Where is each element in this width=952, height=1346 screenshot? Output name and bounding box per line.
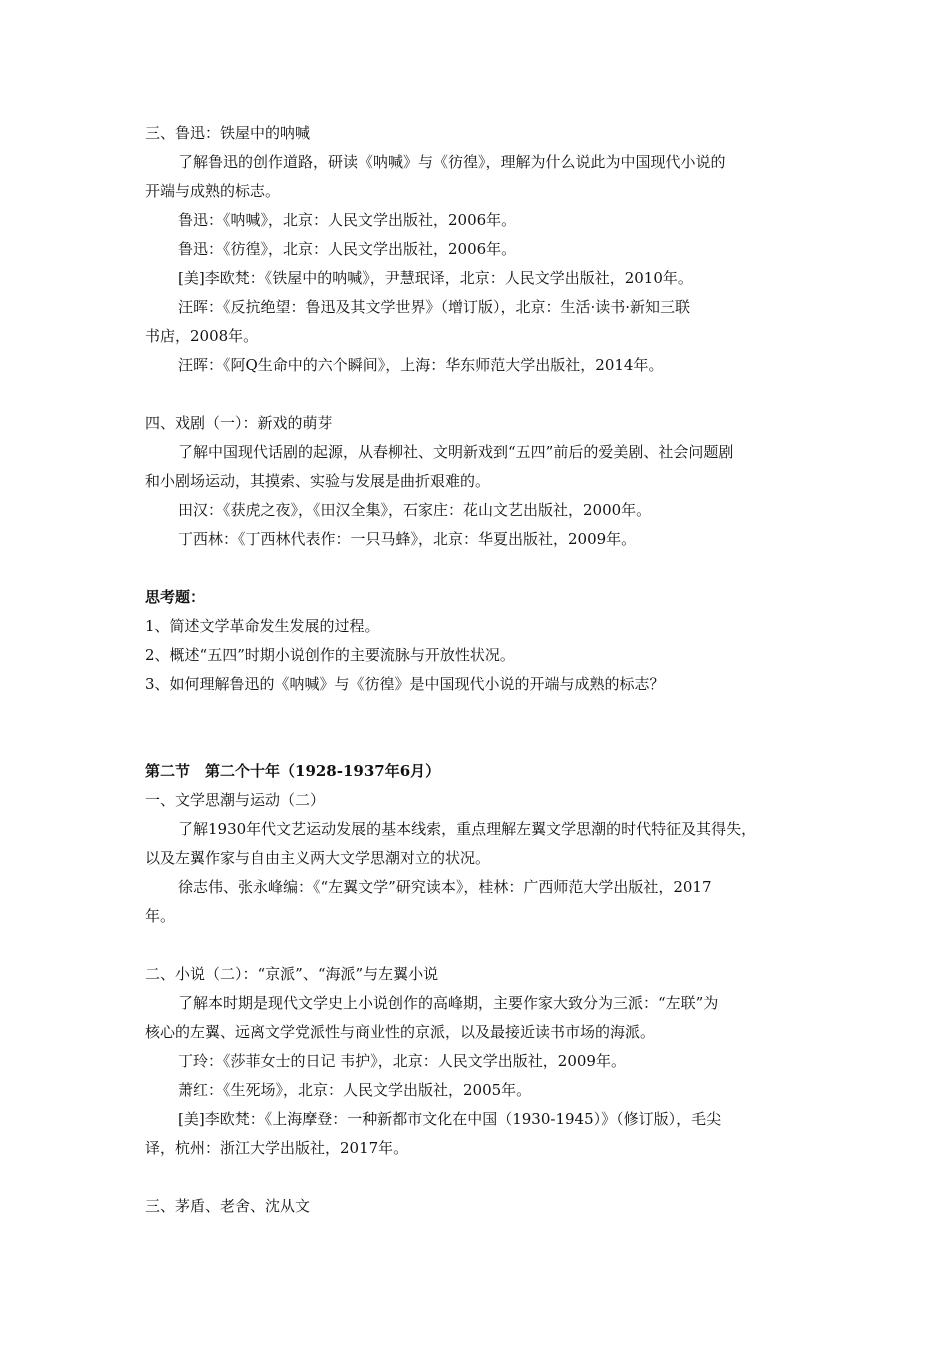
reference-item: 鲁迅：《呐喊》，北京：人民文学出版社，2006年。 [178, 211, 517, 229]
reference-item: [美]李欧梵：《上海摩登：一种新都市文化在中国（1930-1945）》（修订版），毛尖 [178, 1110, 722, 1128]
paragraph-line: 开端与成熟的标志。 [145, 182, 281, 200]
spacer [145, 931, 813, 960]
reference-item: 译，杭州：浙江大学出版社，2017年。 [145, 1139, 409, 1157]
questions-heading: 思考题： [145, 588, 206, 606]
reference-item: 丁西林：《丁西林代表作：一只马蜂》，北京：华夏出版社，2009年。 [178, 530, 637, 548]
reference-item: 徐志伟、张永峰编：《“左翼文学”研究读本》，桂林：广西师范大学出版社，2017 [178, 878, 712, 896]
paragraph-line: 以及左翼作家与自由主义两大文学思潮对立的状况。 [145, 849, 491, 867]
section-heading: 四、戏剧（一）：新戏的萌芽 [145, 414, 333, 432]
spacer [145, 1163, 813, 1192]
question-item: 2、概述“五四”时期小说创作的主要流脉与开放性状况。 [145, 646, 515, 664]
spacer [145, 554, 813, 583]
section-heading: 三、茅盾、老舍、沈从文 [145, 1197, 311, 1215]
paragraph-line: 了解鲁迅的创作道路，研读《呐喊》与《彷徨》，理解为什么说此为中国现代小说的 [178, 153, 726, 171]
paragraph-line: 核心的左翼、远离文学党派性与商业性的京派，以及最接近读书市场的海派。 [145, 1023, 656, 1041]
document-page [145, 119, 813, 1221]
reference-item: 鲁迅：《彷徨》，北京：人民文学出版社，2006年。 [178, 240, 517, 258]
section-heading: 二、小说（二）：“京派”、“海派”与左翼小说 [145, 965, 439, 983]
chapter-heading: 第二节 第二个十年（1928-1937年6月） [145, 762, 441, 780]
reference-item: 年。 [145, 907, 176, 925]
question-item: 3、如何理解鲁迅的《呐喊》与《彷徨》是中国现代小说的开端与成熟的标志？ [145, 675, 665, 693]
section-heading: 三、鲁迅：铁屋中的呐喊 [145, 124, 311, 142]
question-item: 1、简述文学革命发生发展的过程。 [145, 617, 380, 635]
reference-item: 萧红：《生死场》，北京：人民文学出版社，2005年。 [178, 1081, 532, 1099]
spacer [145, 380, 813, 409]
paragraph-line: 和小剧场运动，其摸索、实验与发展是曲折艰难的。 [145, 472, 491, 490]
reference-item: 书店，2008年。 [145, 327, 259, 345]
paragraph-line: 了解本时期是现代文学史上小说创作的高峰期，主要作家大致分为三派：“左联”为 [178, 994, 719, 1012]
reference-item: 汪晖：《阿Q生命中的六个瞬间》，上海：华东师范大学出版社，2014年。 [178, 356, 664, 374]
reference-item: 汪晖：《反抗绝望：鲁迅及其文学世界》（增订版），北京：生活·读书·新知三联 [178, 298, 691, 316]
spacer [145, 699, 813, 757]
reference-item: 田汉：《获虎之夜》，《田汉全集》，石家庄：花山文艺出版社，2000年。 [178, 501, 652, 519]
paragraph-line: 了解中国现代话剧的起源，从春柳社、文明新戏到“五四”前后的爱美剧、社会问题剧 [178, 443, 734, 461]
reference-item: 丁玲：《莎菲女士的日记 韦护》，北京：人民文学出版社，2009年。 [178, 1052, 626, 1070]
section-heading: 一、文学思潮与运动（二） [145, 791, 326, 809]
reference-item: [美]李欧梵：《铁屋中的呐喊》，尹慧珉译，北京：人民文学出版社，2010年。 [178, 269, 693, 287]
paragraph-line: 了解1930年代文艺运动发展的基本线索，重点理解左翼文学思潮的时代特征及其得失， [178, 820, 757, 838]
